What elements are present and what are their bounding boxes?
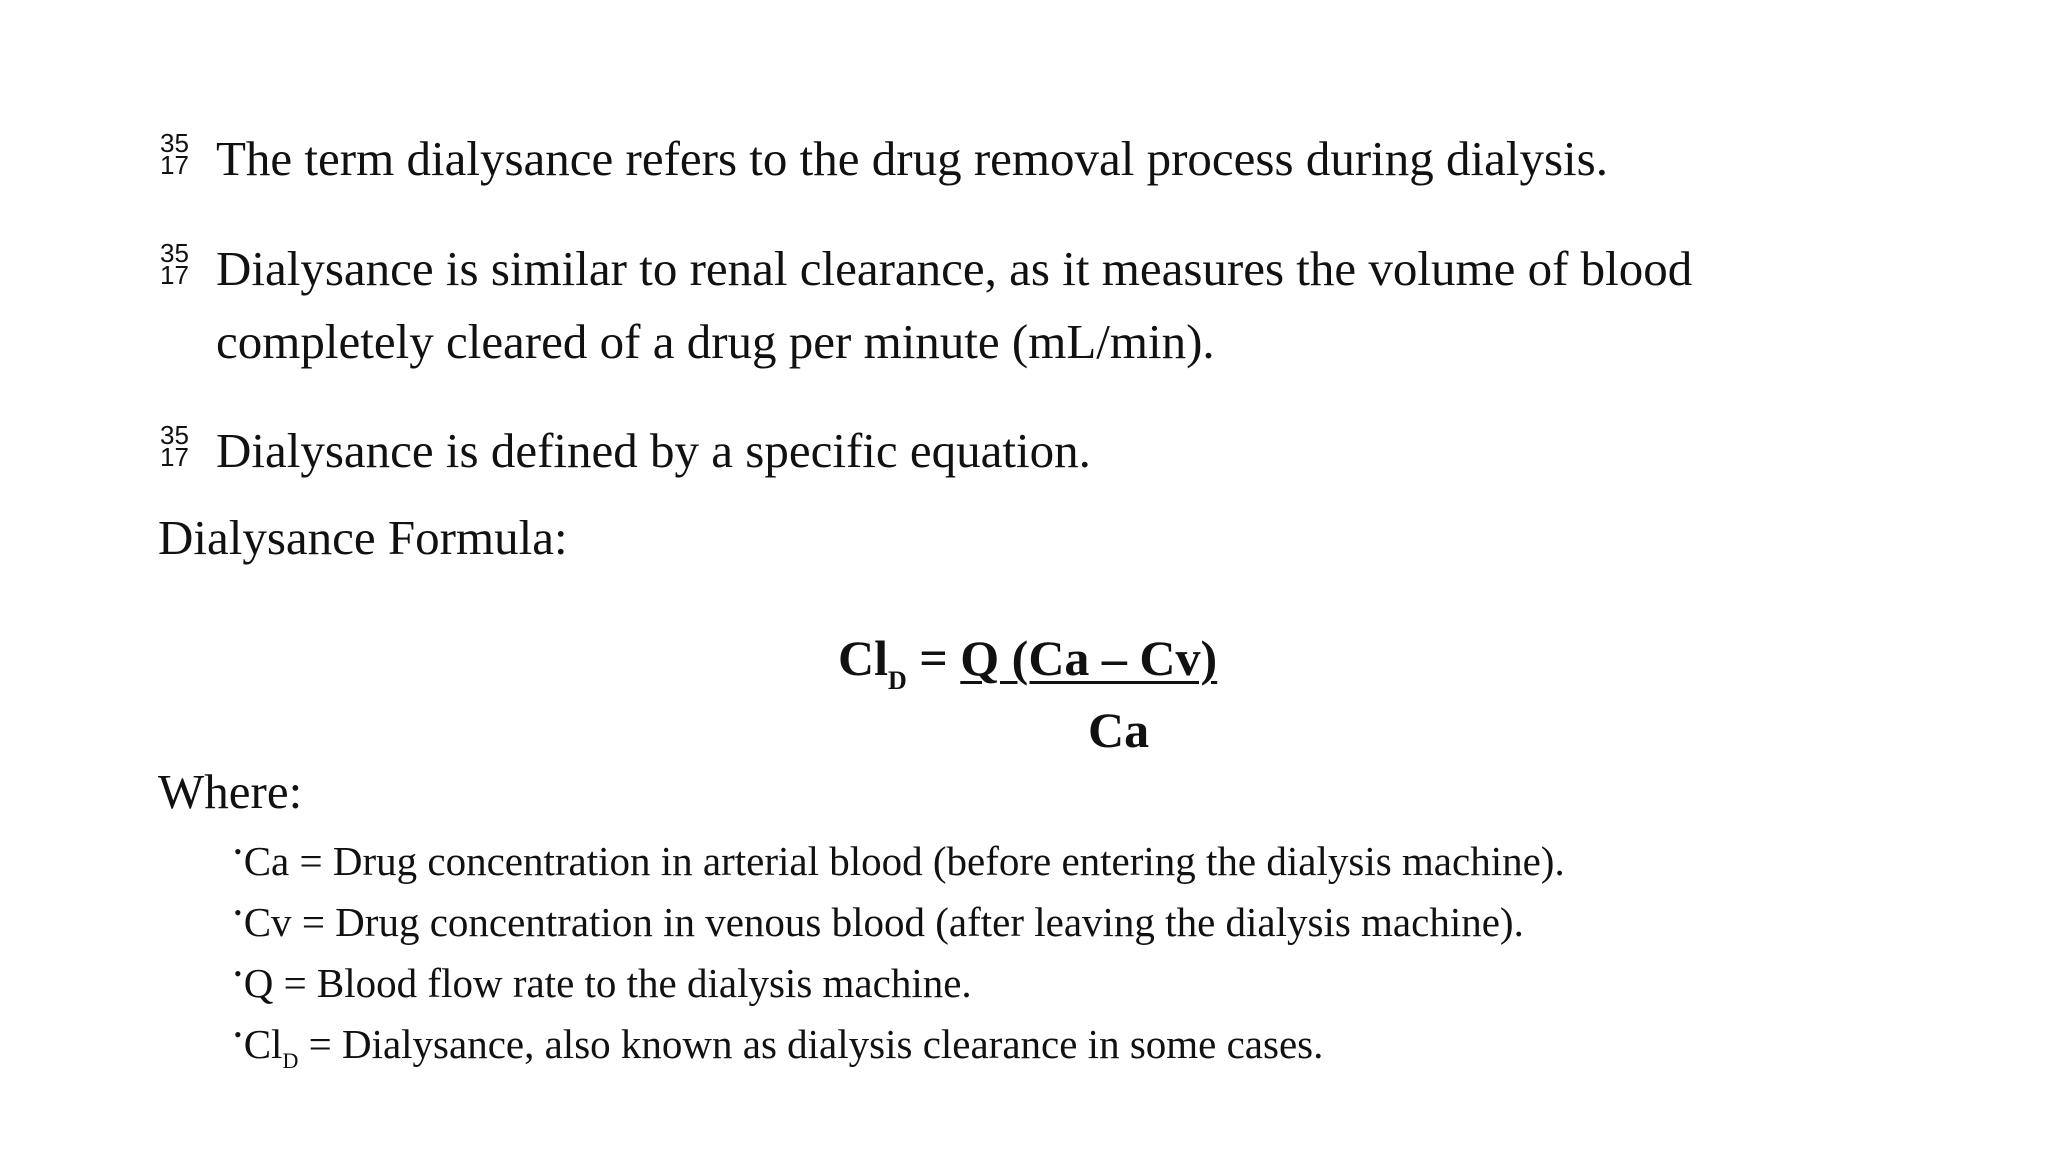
definitions-list xyxy=(234,826,1565,1073)
bullet-dot: • xyxy=(234,961,242,986)
definition-term: Cv xyxy=(243,899,292,945)
bullet-text: Dialysance is defined by a specific equation. xyxy=(216,423,1091,478)
bullet-text: The term dialysance refers to the drug removal process during dialysis. xyxy=(216,131,1608,186)
bullet-dot: • xyxy=(234,900,242,925)
where-heading: Where: xyxy=(158,764,303,819)
definition-term: Cl xyxy=(243,1021,283,1067)
definition-item xyxy=(234,887,1565,948)
definition-term-subscript: D xyxy=(282,1048,299,1073)
bullet-marker: 35 17 xyxy=(160,420,189,472)
bullet-marker: 35 17 xyxy=(160,128,189,180)
definition-text: = Drug concentration in arterial blood (before entering the dialysis machine). xyxy=(289,838,1565,884)
formula-lhs-subscript: D xyxy=(888,666,907,695)
definition-text: = Drug concentration in venous blood (after leaving the dialysis machine). xyxy=(291,899,1524,945)
definition-item xyxy=(234,948,1565,1009)
definition-term: Q xyxy=(243,960,274,1006)
definition-term: Ca xyxy=(243,838,290,884)
bullet-dot: • xyxy=(234,1022,242,1047)
definition-item xyxy=(234,826,1565,887)
formula-denominator: Ca xyxy=(1088,702,1150,758)
formula-numerator: Q (Ca – Cv) xyxy=(960,630,1218,686)
bullet-text-line-1: Dialysance is similar to renal clearance, as it measures the volume of blood xyxy=(216,241,1693,296)
formula-lhs: Cl xyxy=(838,630,888,686)
formula-heading: Dialysance Formula: xyxy=(158,510,568,565)
definition-text: = Dialysance, also known as dialysis clearance in some cases. xyxy=(298,1021,1324,1067)
definition-item xyxy=(234,1009,1565,1073)
definition-text: = Blood flow rate to the dialysis machine. xyxy=(273,960,972,1006)
formula-equals: = xyxy=(906,630,961,686)
bullet-text-line-2: completely cleared of a drug per minute (mL/min). xyxy=(216,314,1215,369)
bullet-marker: 35 17 xyxy=(160,238,189,290)
dialysance-formula xyxy=(838,628,1218,695)
bullet-dot: • xyxy=(234,839,242,864)
